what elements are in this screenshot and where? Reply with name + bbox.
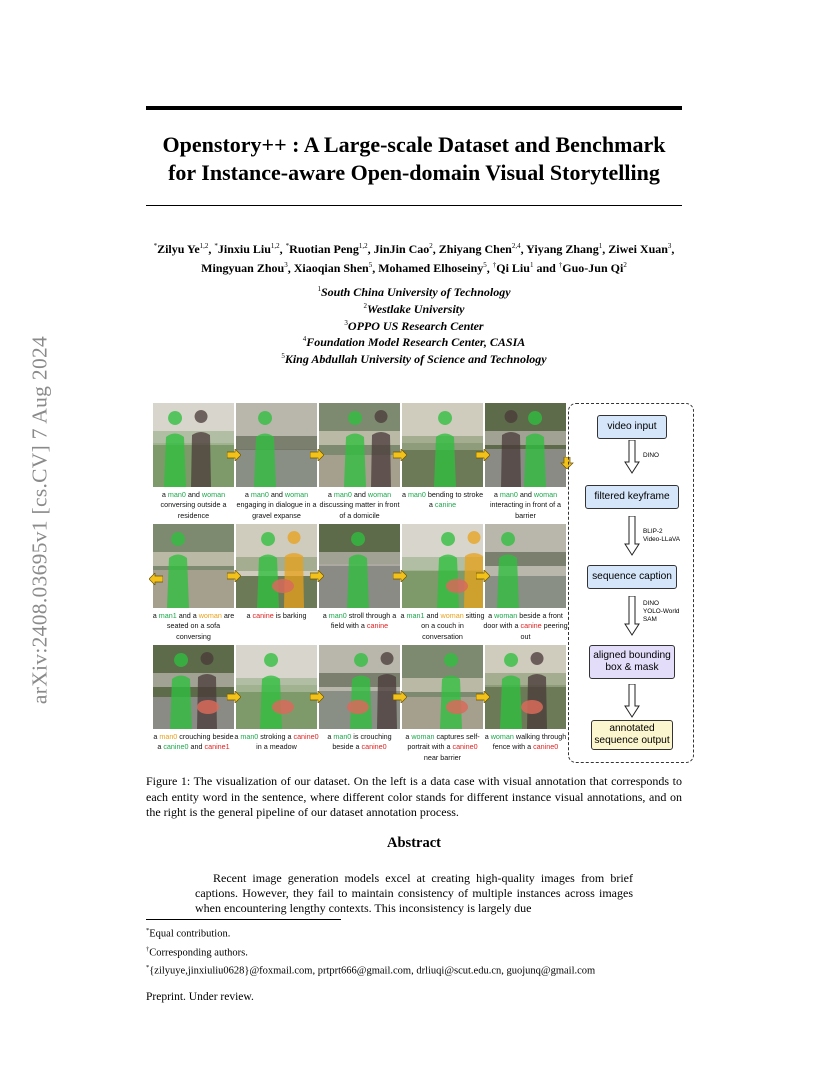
author-name: *Zilyu Ye$^{1,2}$ bbox=[153, 242, 209, 256]
sequence-arrow-icon bbox=[227, 691, 241, 703]
abstract-heading: Abstract bbox=[387, 835, 441, 851]
sequence-arrow-icon bbox=[310, 691, 324, 703]
story-frame-caption: a man0 and woman engaging in dialogue in a gravel expanse bbox=[236, 490, 317, 520]
story-frame-photo bbox=[236, 524, 317, 608]
story-frame-photo bbox=[485, 403, 566, 487]
story-frame-image bbox=[319, 403, 400, 487]
story-frame-caption: a man0 and woman conversing outside a residence bbox=[160, 490, 227, 520]
footnote: †Corresponding authors. bbox=[146, 945, 248, 959]
sequence-arrow-icon bbox=[393, 449, 407, 461]
story-frame-photo bbox=[319, 645, 400, 729]
story-frame-photo bbox=[319, 403, 400, 487]
author-name: Zhiyang Chen$^{2,4}$ bbox=[438, 242, 521, 256]
affiliation-line: $^4$Foundation Model Research Center, CASIA bbox=[302, 335, 526, 350]
story-frame-image bbox=[153, 524, 234, 608]
story-frame-caption: a woman captures self-portrait with a canine0 near barrier bbox=[405, 732, 480, 762]
story-frame-photo bbox=[485, 524, 566, 608]
title-rule bbox=[146, 205, 682, 206]
story-frame-image bbox=[485, 403, 566, 487]
story-frame-caption: a man0 bending to stroke a canine bbox=[401, 490, 484, 510]
author-name: *Ruotian Peng$^{1,2}$ bbox=[285, 242, 368, 256]
story-frame-caption: a woman walking through fence with a canine0 bbox=[484, 732, 567, 752]
affiliation-line: $^5$King Abdullah University of Science and Technology bbox=[281, 352, 547, 367]
affiliation-line: $^2$Westlake University bbox=[363, 301, 465, 316]
sequence-arrow-icon bbox=[393, 570, 407, 582]
footnotes bbox=[146, 923, 706, 979]
affiliation-line: $^1$South China University of Technology bbox=[317, 285, 511, 299]
sequence-arrow-icon bbox=[227, 570, 241, 582]
story-frame-photo bbox=[153, 524, 234, 608]
pipeline-annotated-output: annotated sequence output bbox=[591, 720, 673, 750]
author-name: *Jinxiu Liu$^{1,2}$ bbox=[214, 242, 280, 256]
abstract-text: Recent image generation models excel at creating high-quality images from brief captions. However, they fail to maintain consistency of multiple instances across images when encountering lengthy contexts. This inconsistency is largely due bbox=[195, 871, 633, 916]
story-frame-caption: a man0 and woman discussing matter in front of a domicile bbox=[319, 490, 400, 520]
story-frame-image bbox=[485, 524, 566, 608]
author-name: †Guo-Jun Qi$^2$ bbox=[558, 261, 627, 275]
story-frame-caption: a man0 crouching beside a canine0 and canine1 bbox=[153, 732, 234, 752]
story-frame-image bbox=[236, 524, 317, 608]
pipeline-sequence-caption: sequence caption bbox=[587, 565, 677, 589]
sequence-arrow-icon bbox=[476, 691, 490, 703]
story-frame-photo bbox=[153, 645, 234, 729]
story-frame-caption: a man0 and woman interacting in front of a barrier bbox=[489, 490, 562, 520]
story-frame-photo bbox=[402, 403, 483, 487]
author-name: JinJin Cao$^2$ bbox=[373, 242, 433, 256]
pipeline-video-input: video input bbox=[597, 415, 667, 439]
story-frame-caption: a man0 stroking a canine0 in a meadow bbox=[234, 732, 319, 752]
story-frame-image bbox=[485, 645, 566, 729]
pipeline-filtered-keyframe: filtered keyframe bbox=[585, 485, 679, 509]
story-frame-photo bbox=[485, 645, 566, 729]
preprint-note: Preprint. Under review. bbox=[146, 991, 254, 1003]
story-frame-image bbox=[153, 403, 234, 487]
author-name: Yiyang Zhang$^1$ bbox=[526, 242, 603, 256]
pipeline-label-detectors: DINO YOLO-World SAM bbox=[643, 600, 680, 623]
sequence-arrow-icon bbox=[476, 449, 490, 461]
story-frame-image bbox=[402, 403, 483, 487]
story-frame-photo bbox=[236, 403, 317, 487]
story-frame-caption: a canine is barking bbox=[246, 611, 307, 620]
author-name: Mingyuan Zhou$^3$ bbox=[201, 261, 288, 275]
pipeline-aligned-box-mask: aligned bounding box & mask bbox=[589, 645, 675, 679]
top-rule bbox=[146, 106, 682, 110]
arxiv-stamp: arXiv:2408.03695v1 [cs.CV] 7 Aug 2024 bbox=[27, 335, 52, 705]
sequence-arrow-icon bbox=[310, 570, 324, 582]
story-frame-image bbox=[402, 524, 483, 608]
pipeline-label-dino: DINO bbox=[643, 452, 659, 459]
pipeline-panel bbox=[568, 403, 694, 763]
story-frame-caption: a man0 is crouching beside a canine0 bbox=[327, 732, 392, 752]
author-name: Mohamed Elhoseiny$^5$ bbox=[378, 261, 487, 275]
sequence-arrow-icon bbox=[476, 570, 490, 582]
story-frame-photo bbox=[236, 645, 317, 729]
story-frame-photo bbox=[402, 645, 483, 729]
story-frame-photo bbox=[153, 403, 234, 487]
pipeline-label-blip: BLIP-2 Video-LLaVA bbox=[643, 528, 681, 543]
figure-caption: Figure 1: The visualization of our dataset. On the left is a data case with visual annotation that corresponds to each entity word in the sentence, where different color stands for different instance visual annotations, and on the right is the general pipeline of our dataset annotation process. bbox=[146, 774, 682, 819]
pipeline-arrow-icon bbox=[624, 440, 640, 474]
sequence-arrow-icon bbox=[149, 573, 163, 585]
sequence-arrow-icon bbox=[310, 449, 324, 461]
author-name: Ziwei Xuan$^3$ bbox=[608, 242, 672, 256]
story-frame-image bbox=[319, 645, 400, 729]
pipeline-arrow-icon bbox=[624, 516, 640, 556]
author-name: Xiaoqian Shen$^5$ bbox=[293, 261, 373, 275]
affiliations bbox=[146, 283, 682, 367]
story-frame-image bbox=[153, 645, 234, 729]
story-frame-caption: a man1 and a woman are seated on a sofa conversing bbox=[152, 611, 235, 641]
author-name: †Qi Liu$^1$ bbox=[492, 261, 534, 275]
pipeline-arrow-icon bbox=[624, 684, 640, 718]
story-frame-image bbox=[236, 645, 317, 729]
author-list: *Zilyu Ye$^{1,2}$, *Jinxiu Liu$^{1,2}$, *Ruotian Peng$^{1,2}$, JinJin Cao$^2$, Zhiyang Chen$^{2,4}$, Yiyang Zhang$^1$, Ziwei Xuan$^3$, Mingyuan Zhou$^3$, Xiaoqian Shen$^5$, Mohamed Elhoseiny$^5$, †Qi Liu$^1$ and †Guo-Jun Qi$^2$ bbox=[153, 242, 675, 275]
sequence-arrow-icon bbox=[393, 691, 407, 703]
story-frame-photo bbox=[319, 524, 400, 608]
footnote: *Equal contribution. bbox=[146, 927, 231, 940]
story-frame-image bbox=[319, 524, 400, 608]
sequence-arrow-icon bbox=[227, 449, 241, 461]
story-frame-image bbox=[402, 645, 483, 729]
story-frame-caption: a man1 and woman sitting on a couch in conversation bbox=[400, 611, 485, 641]
story-frame-caption: a woman beside a front door with a canine peering out bbox=[483, 611, 568, 641]
pipeline-arrow-icon bbox=[624, 596, 640, 636]
affiliation-line: $^3$OPPO US Research Center bbox=[344, 318, 484, 333]
story-frame-image bbox=[236, 403, 317, 487]
footnote-rule bbox=[146, 919, 341, 920]
story-frame-photo bbox=[402, 524, 483, 608]
footnote: *{zilyuye,jinxiuliu0628}@foxmail.com, prtprt666@gmail.com, drliuqi@scut.edu.cn, guojunq@gmail.com bbox=[146, 964, 596, 977]
paper-title: Openstory++ : A Large-scale Dataset and Benchmark for Instance-aware Open-domain Visual Storytelling bbox=[162, 132, 666, 185]
story-frame-caption: a man0 stroll through a field with a canine bbox=[322, 611, 397, 631]
